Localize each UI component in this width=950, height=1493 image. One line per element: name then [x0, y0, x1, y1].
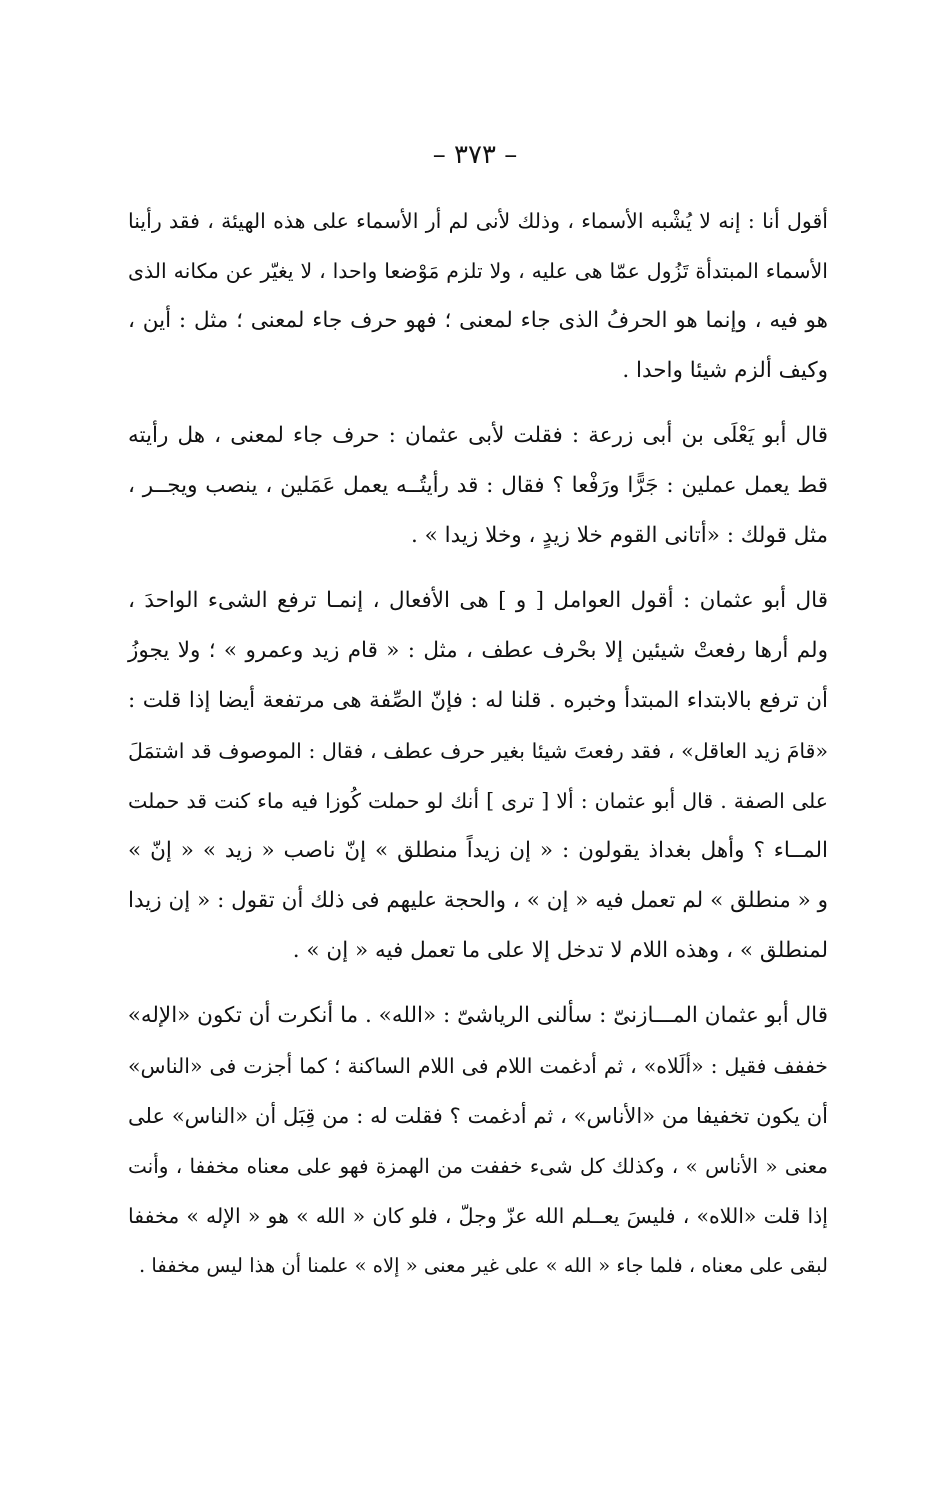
page-number: – ٣٧٣ – — [432, 140, 518, 170]
text-line: لبقى على معناه ، فلما جاء « الله » على غير معنى « إلاه » علمنا أن هذا ليس مخففا . — [139, 1254, 828, 1277]
text-line: إذا قلت «اللاه» ، فليسَ يعــلم الله عزّ وجلّ ، فلو كان « الله » هو « الإله » مخففا — [128, 1204, 828, 1228]
text-line: ولم أرها رفعتْ شيئين إلا بحْرف عطف ، مثل : « قام زيد وعمرو » ؛ ولا يجوزُ — [128, 638, 828, 663]
paragraph — [128, 411, 828, 561]
text-line: على الصفة . قال أبو عثمان : ألا [ ترى ] أنك لو حملت كُوزا فيه ماء كنت قد حملت — [128, 789, 828, 813]
text-line: قال أبو عثمان المـــازنىّ : سألنى الرياشىّ : «الله» . ما أنكرت أن تكون «الإله» — [127, 1003, 828, 1028]
paragraph — [128, 196, 828, 396]
text-line: هو فيه ، وإنما هو الحرفُ الذى جاء لمعنى ؛ فهو حرف جاء لمعنى ؛ مثل : أين ، — [128, 308, 828, 333]
text-line: خففف فقيل : «ألَلاه» ، ثم أدغمت اللام فى اللام الساكنة ؛ كما أجزت فى «الناس» — [128, 1054, 828, 1078]
text-line: أن يكون تخفيفا من «الأناس» ، ثم أدغمت ؟ فقلت له : من قِبَل أن «الناس» على — [128, 1104, 828, 1128]
text-line: لمنطلق » ، وهذه اللام لا تدخل إلا على ما تعمل فيه « إن » . — [292, 938, 828, 963]
text-line: و « منطلق » لم تعمل فيه « إن » ، والحجة عليهم فى ذلك أن تقول : « إن زيدا — [128, 888, 828, 913]
text-line: المــاء ؟ وأهل بغداذ يقولون : « إن زيداً منطلق » إنّ ناصب « زيد » « إنّ » — [128, 838, 828, 863]
text-line: وكيف ألزم شيئا واحدا . — [622, 358, 828, 383]
text-line: أقول أنا : إنه لا يُشْبه الأسماء ، وذلك لأنى لم أر الأسماء على هذه الهيئة ، فقد رأينا — [128, 209, 828, 233]
text-line: قال أبو عثمان : أقول العوامل [ و ] هى الأفعال ، إنمـا ترفع الشىء الواحدَ ، — [128, 588, 828, 613]
text-line: قال أبو يَعْلَى بن أبى زرعة : فقلت لأبى عثمان : حرف جاء لمعنى ، هل رأيته — [128, 423, 828, 448]
text-line: معنى « الأناس » ، وكذلك كل شىء خففت من الهمزة فهو على معناه مخففا ، وأنت — [128, 1154, 828, 1178]
text-line: قط يعمل عملين : جَرًّا ورَفْعا ؟ فقال : قد رأيتُــه يعمل عَمَلين ، ينصب ويجــر ، — [128, 473, 828, 498]
text-line: أن ترفع بالابتداء المبتدأ وخبره . قلنا له : فإنّ الصِّفة هى مرتفعة أيضا إذا قلت : — [128, 688, 828, 713]
text-line: «قامَ زيد العاقل» ، فقد رفعتَ شيئا بغير حرف عطف ، فقال : الموصوف قد اشتمَلَ — [128, 739, 828, 763]
text-line: مثل قولك : «أتانى القوم خلا زيدٍ ، وخلا زيدا » . — [411, 523, 828, 548]
paragraph — [128, 991, 828, 1291]
paragraph — [128, 576, 828, 976]
text-line: الأسماء المبتدأة تَزُول عمّا هى عليه ، ولا تلزم مَوْضعا واحدا ، لا يغيّر عن مكانه الذى — [128, 259, 828, 283]
body-text — [128, 196, 828, 1291]
